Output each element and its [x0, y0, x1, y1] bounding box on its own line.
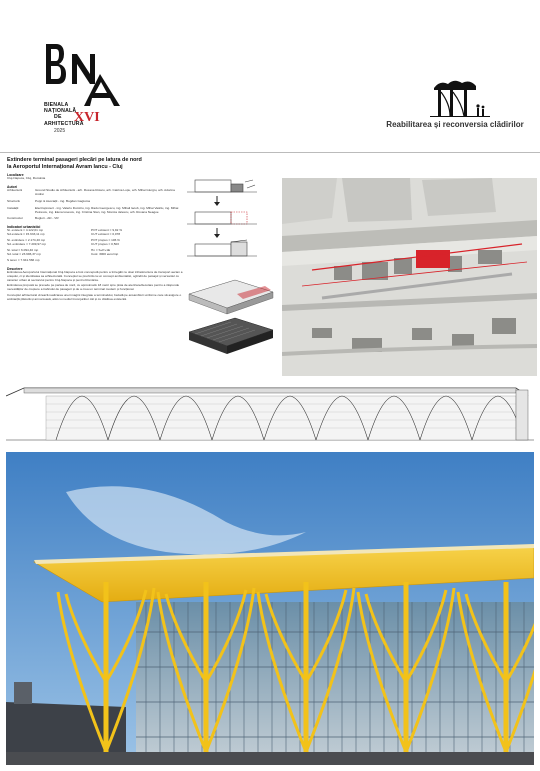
indicator-left: S teren = 7.941.566 mp — [7, 257, 40, 262]
author-role: Structură — [7, 198, 20, 203]
header-divider — [0, 152, 540, 153]
indicator-left: St. extindere = 2.174,40 mp — [7, 238, 46, 243]
logo-subtitle-line: ARHITECTURĂ — [44, 120, 84, 127]
indicator-row — [7, 259, 183, 263]
description-paragraph: Extinderea Aeroportului Internațional Cluj-Napoca a fost concepută pentru a întregăti nu doar infrastructura de transport aerian a orașului, ci și identitatea sa arhitecturală. Conceptul se prezintă ca un concept ambientalist, oglindit de peisajul și versantul cu caracter urban al sectorului pentru Cluj-Napoca și pentru România. — [7, 269, 183, 282]
arrow-down-icon — [214, 234, 220, 238]
logo-subtitle-line: BIENALA — [44, 102, 69, 108]
author-names: Boglori - AD - VR — [35, 216, 59, 221]
author-names: Ground Studio de Arhitectură - arh. Roxana Rotaru, arh. Catrina Lupu, arh. Mihai Giurgiu, arh. Adorina Andrei — [35, 187, 175, 196]
indicator-row — [7, 253, 183, 257]
logo-subtitle-line: NAȚIONALĂ — [44, 108, 77, 115]
tree-pergola-icon — [430, 78, 490, 118]
indicator-right: POT propus = 106 % — [91, 238, 120, 243]
authors-heading: Autori — [7, 184, 17, 189]
edition-number: XVI — [74, 110, 100, 125]
info-column — [7, 173, 183, 302]
arrow-down-icon — [214, 202, 220, 206]
indicator-left: Sd. total = 23.996,37 mp — [7, 251, 41, 256]
author-names: Popp & Asociații - ing. Bogdan Gagiuma — [35, 198, 91, 203]
indicator-right: Hn = S+P+1E — [91, 247, 111, 252]
facade-elevation-drawing — [6, 384, 534, 442]
site-plan-image — [282, 178, 537, 376]
axonometric-diagram — [189, 318, 273, 354]
indicator-left: St. total = 6.094,40 mp — [7, 247, 39, 252]
project-title-line: la Aeroportul Internațional Avram Iancu - Cluj — [7, 163, 123, 170]
location-value: Cluj-Napoca, Cluj, România — [7, 176, 46, 180]
concept-diagrams — [187, 176, 275, 376]
indicators-heading: Indicatori urbanistici — [7, 225, 41, 230]
indicator-left: St. existent = 4.122,01 mp — [7, 228, 44, 233]
section-diagram — [187, 240, 257, 256]
panel-theme-title: Reabilitarea și reconversia clădirilor — [386, 120, 524, 129]
indicator-row — [7, 243, 183, 247]
edition-year: 2025 — [54, 128, 66, 134]
project-title-line: Extindere terminal pasageri plecări pe latura de nord — [7, 157, 142, 163]
indicator-right: CUT propus = 0,503 — [91, 242, 119, 247]
author-row — [7, 189, 183, 197]
author-row — [7, 207, 183, 215]
author-row — [7, 200, 183, 204]
logo-subtitle-line: DE — [54, 114, 62, 121]
terminal-facade-photo — [6, 452, 534, 765]
indicator-left: Sd existent = 15.633,11 mp — [7, 232, 45, 237]
axonometric-diagram — [189, 280, 273, 314]
location-heading: Localizare — [7, 173, 24, 177]
author-role: Instalații — [7, 205, 19, 210]
description-paragraph: Extinderea propusă se prevede pe partea de nord, cu aproximativ 18 metri spre pista de aterizare/decolare pentru a răspunde necesităților de creștere a traficului de pasageri și de a crea un terminal modern și funcțional. — [7, 283, 180, 292]
extension-highlight — [416, 250, 450, 268]
description-heading: Descriere — [7, 266, 23, 271]
indicator-right: POT existent = 9,92 % — [91, 228, 122, 233]
author-role: Arhitectură — [7, 187, 22, 192]
project-title — [7, 157, 217, 171]
author-row — [7, 217, 183, 221]
indicator-left: Sd. extindere = 7.209,97 mp — [7, 242, 46, 247]
author-names: Electroproiect - ing. Valeriu Dumitru, ing. Radu Georgescu, ing. Mihail Iacob, ing. Mihai Vasiliu, ing. Mihai Petrescu, ing. Elena Iosescu, ing. Cristina Stan, ing. Monica Jalescu, arh. Roxana Neagoe — [35, 205, 179, 214]
indicator-row — [7, 233, 183, 237]
description-paragraph: Conceptul arhitectural vizează realizarea unei imagini integrate a terminalului, bazată pe ansambluri uniforme care să asigure o ambianță plăcută și armonioasă, atât cu mediul înconjurător cât și cu clădirea existentă. — [7, 293, 182, 302]
indicator-right: Cost: 3000 euro/mp — [91, 251, 119, 256]
section-diagram — [187, 212, 257, 224]
site-plan-drawing — [282, 178, 537, 376]
section-diagram — [187, 180, 257, 192]
author-role: Constructor — [7, 216, 23, 221]
indicator-right: CUT existent = 0,078 — [91, 232, 121, 237]
bna-logo-icon — [44, 40, 122, 110]
